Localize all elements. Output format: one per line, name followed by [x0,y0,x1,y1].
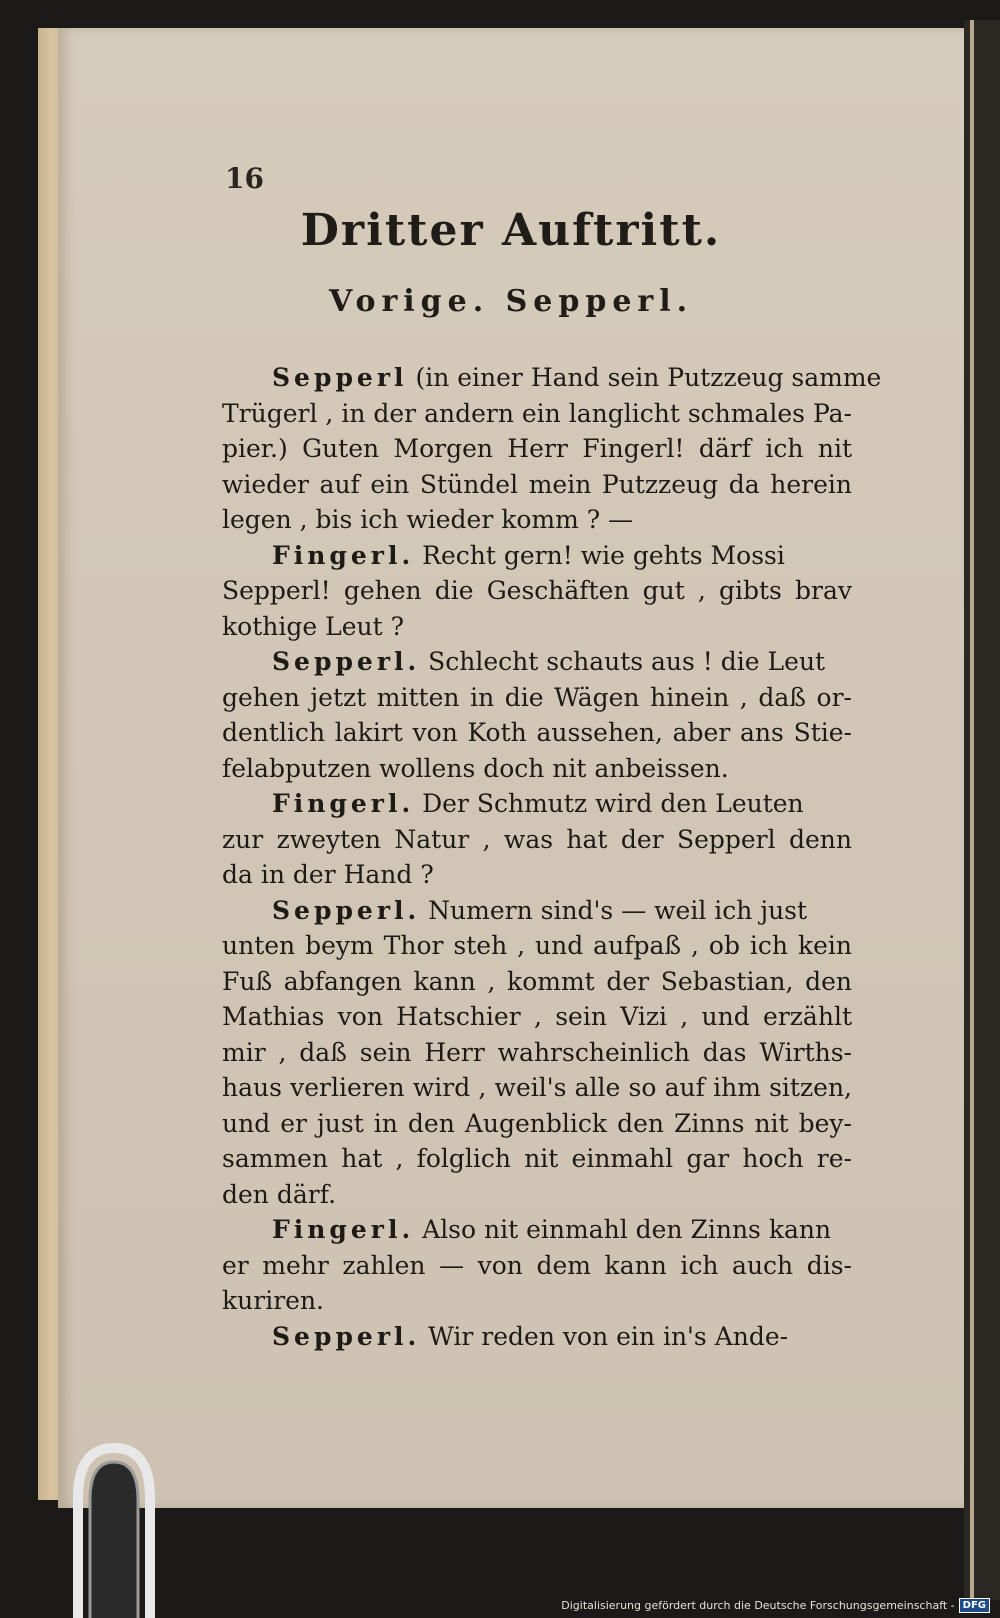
speaker-name: Fingerl. [272,789,415,818]
text-line [222,538,852,574]
text-line [222,396,852,432]
text-line [222,999,852,1035]
speaker-name: Fingerl. [272,540,415,570]
page-number: 16 [225,162,264,195]
text-line [222,431,852,467]
dialogue-text [222,360,882,1354]
scene-heading: Dritter Auftritt. [300,205,722,256]
text-line [222,857,852,893]
line-text: felabputzen wollens doch nit anbeissen. [222,753,729,783]
footer-text: Digitalisierung gefördert durch die Deutsche Forschungsgemeinschaft - [561,1598,955,1612]
line-text: Mathias von Hatschier , sein Vizi , und erzählt [222,1002,852,1031]
line-text: kothige Leut ? [222,611,404,641]
text-line [222,609,852,645]
line-text: er mehr zahlen — von dem kann ich auch dis- [222,1250,852,1280]
text-line [222,573,852,609]
line-text: dentlich lakirt von Koth aussehen, aber ans Stie- [222,718,852,747]
speaker-name: Sepperl. [272,1321,421,1351]
line-text: und er just in den Augenblick den Zinns nit bey- [222,1108,852,1138]
line-text: Also nit einmahl den Zinns kann [414,1215,832,1244]
text-line [222,1070,852,1106]
speaker-name: Sepperl. [272,895,421,925]
line-text: Trügerl , in der andern ein langlicht schmales Pa- [222,398,852,428]
text-line [222,360,882,396]
line-text: Sepperl! gehen die Geschäften gut , gibts brav [222,576,852,605]
line-text: Schlecht schauts aus ! die Leut [420,647,826,676]
scene-characters: Vorige. Sepperl. [328,284,694,319]
line-text: Recht gern! wie gehts Mossi [414,540,785,570]
line-text: legen , bis ich wieder komm ? — [222,505,634,534]
speaker-name: Sepperl [272,363,408,392]
line-text: sammen hat , folglich nit einmahl gar hoch re- [222,1144,852,1173]
line-text: Numern sind's — weil ich just [420,895,808,925]
dfg-logo: DFG [959,1598,990,1613]
text-line [222,928,852,964]
speaker-name: Sepperl. [272,647,421,676]
line-text: Fuß abfangen kann , kommt der Sebastian, den [222,966,852,996]
text-line [222,786,852,822]
line-text: (in einer Hand sein Putzzeug samme [407,363,882,392]
text-line [222,1035,852,1071]
line-text: gehen jetzt mitten in die Wägen hinein , daß or- [222,682,852,712]
speaker-name: Fingerl. [272,1215,415,1244]
text-line [222,822,852,858]
line-text: pier.) Guten Morgen Herr Fingerl! därf ich nit [222,434,852,463]
line-text: wieder auf ein Stündel mein Putzzeug da herein [222,469,852,499]
text-line [222,644,852,680]
text-line [222,715,852,751]
text-line [222,893,852,929]
text-line [222,1248,852,1284]
text-line [222,467,852,503]
line-text: haus verlieren wird , weil's alle so auf ihm sitzen, [222,1073,852,1102]
text-line [222,1283,852,1319]
text-line [222,1106,852,1142]
text-line [222,502,852,538]
line-text: mir , daß sein Herr wahrscheinlich das Wirths- [222,1037,852,1067]
line-text: Der Schmutz wird den Leuten [414,789,804,818]
line-text: kuriren. [222,1286,324,1315]
text-line [222,1141,852,1177]
text-line [222,964,852,1000]
text-line [222,751,852,787]
line-text: zur zweyten Natur , was hat der Sepperl denn [222,824,852,854]
book-clip-icon [68,1438,160,1618]
line-text: unten beym Thor steh , und aufpaß , ob ich kein [222,931,852,960]
line-text: da in der Hand ? [222,860,434,889]
text-line [222,1212,852,1248]
text-line [222,680,852,716]
text-line [222,1177,852,1213]
line-text: Wir reden von ein in's Ande- [420,1321,789,1351]
page-edge-right [964,20,1000,1600]
text-line [222,1319,852,1355]
footer-credit [561,1596,990,1614]
line-text: den därf. [222,1179,337,1209]
